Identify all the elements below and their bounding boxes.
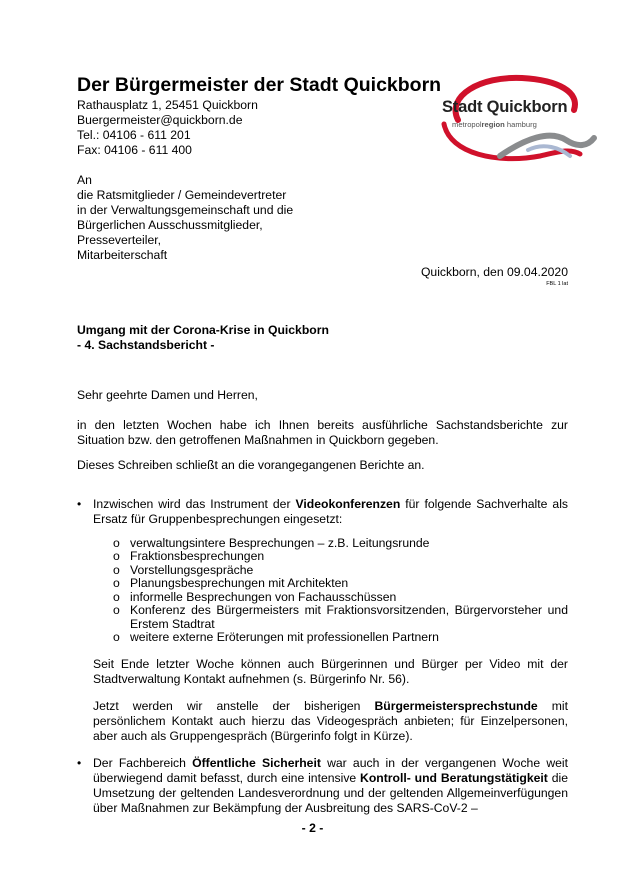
intro-paragraph-2: Dieses Schreiben schließt an die vorangegangenen Berichte an. [77,458,425,472]
bullet-dot-icon: • [77,497,82,511]
sub-bullet-circle-icon: o [113,590,120,604]
intro-paragraph: in den letzten Wochen habe ich Ihnen bereits ausführliche Sachstandsberichte zur Situation bzw. den getroffenen Maßnahmen in Quickborn gegeben. [77,418,568,447]
recipient-line: in der Verwaltungsgemeinschaft und die [77,203,294,217]
sub-bullet-circle-icon: o [113,549,120,563]
subject-subline: - 4. Sachstandsbericht - [77,338,215,352]
list-item: verwaltungsintere Besprechungen – z.B. Leitungsrunde [130,536,430,550]
subject-line: Umgang mit der Corona-Krise in Quickborn [77,323,329,337]
recipient-line: An [77,173,92,187]
sub-bullet-circle-icon: o [113,563,120,577]
recipient-line: die Ratsmitglieder / Gemeindevertreter [77,188,287,202]
bullet-public-safety: Der Fachbereich Öffentliche Sicherheit war auch in der vergangenen Woche weit überwiegend damit befasst, durch eine intensive Kontroll- und Beratungstätigkeit die Umsetzung der geltenden Landesverordnung und der geltenden Allgemeinverfügungen über Maßnahmen zur Bekämpfung der Ausbreitung des SARS-CoV-2 – [93,756,568,815]
list-item: Fraktionsbesprechungen [130,549,265,563]
list-item: Konferenz des Bürgermeisters mit Fraktionsvorsitzenden, Bürgervorsteher und Erstem Stadtrat [130,603,568,631]
logo-swoosh-icon [440,68,600,168]
sub-bullet-circle-icon: o [113,603,120,617]
sub-bullet-circle-icon: o [113,576,120,590]
recipient-line: Mitarbeiterschaft [77,248,168,262]
sub-bullet-circle-icon: o [113,630,120,644]
address-fax: Fax: 04106 - 611 400 [77,143,192,157]
logo-city-name: Stadt Quickborn [442,98,568,116]
salutation: Sehr geehrte Damen und Herren, [77,388,258,402]
logo-tagline: metropolregion hamburg [452,120,537,129]
city-logo [440,68,600,168]
list-item: weitere externe Eröterungen mit professionellen Partnern [130,630,439,644]
letter-date: Quickborn, den 09.04.2020 [420,265,568,279]
reference-code: FBL 1 lat [546,281,568,287]
list-item: Planungsbesprechungen mit Architekten [130,576,349,590]
list-item: informelle Besprechungen von Fachausschüssen [130,590,397,604]
page-number: - 2 - [301,821,324,835]
address-street: Rathausplatz 1, 25451 Quickborn [77,98,258,112]
recipient-line: Bürgerlichen Ausschussmitglieder, [77,218,263,232]
bullet-dot-icon: • [77,756,82,770]
sub-bullet-circle-icon: o [113,536,120,550]
address-phone: Tel.: 04106 - 611 201 [77,128,191,142]
address-email: Buergermeister@quickborn.de [77,113,243,127]
letterhead-title: Der Bürgermeister der Stadt Quickborn [77,74,442,96]
bullet-videoconference: Inzwischen wird das Instrument der Videokonferenzen für folgende Sachverhalte als Ersatz für Gruppenbesprechungen eingesetzt: [93,497,568,526]
video-citizens-paragraph: Seit Ende letzter Woche können auch Bürgerinnen und Bürger per Video mit der Stadtverwaltung Kontakt aufnehmen (s. Bürgerinfo Nr. 56). [93,657,568,686]
mayor-consultation-paragraph: Jetzt werden wir anstelle der bisherigen Bürgermeistersprechstunde mit persönlichem Kontakt auch hierzu das Videogespräch anbieten; für Einzelpersonen, aber auch als Gruppengespräch (Bürgerinfo folgt in Kürze). [93,699,569,743]
recipient-line: Presseverteiler, [77,233,161,247]
list-item: Vorstellungsgespräche [130,563,254,577]
